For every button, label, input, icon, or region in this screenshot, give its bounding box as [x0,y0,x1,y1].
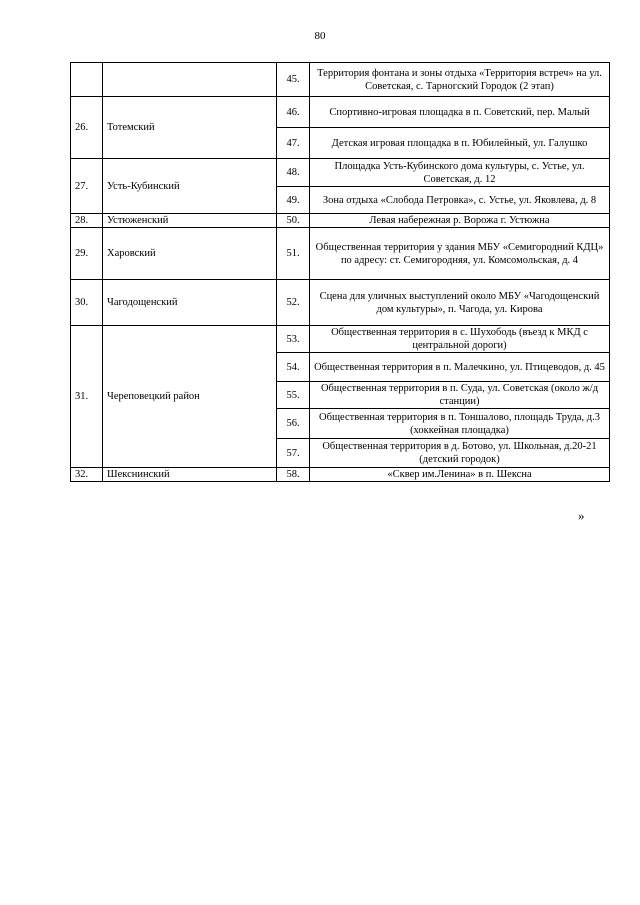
table-row [71,97,610,128]
district-number: 30. [71,280,103,326]
table-row [71,228,610,280]
district-name: Устюженский [103,214,277,228]
object-number: 54. [277,353,310,382]
table-row [71,63,610,97]
district-name: Шекснинский [103,468,277,482]
district-name: Харовский [103,228,277,280]
object-number: 45. [277,63,310,97]
district-number: 27. [71,159,103,214]
object-number: 46. [277,97,310,128]
object-description: Детская игровая площадка в п. Юбилейный, ул. Галушко [310,128,610,159]
table-row [71,468,610,482]
district-name: Череповецкий район [103,326,277,468]
object-number: 49. [277,187,310,214]
district-number: 31. [71,326,103,468]
object-description: Левая набережная р. Ворожа г. Устюжна [310,214,610,228]
table-row [71,214,610,228]
object-number: 52. [277,280,310,326]
object-description: Общественная территория в п. Малечкино, ул. Птицеводов, д. 45 [310,353,610,382]
object-number: 47. [277,128,310,159]
table-row [71,326,610,353]
object-description: Территория фонтана и зоны отдыха «Территория встреч» на ул. Советская, с. Тарногский Городок (2 этап) [310,63,610,97]
district-number: 32. [71,468,103,482]
district-name: Чагодощенский [103,280,277,326]
objects-table [70,62,610,482]
district-number [71,63,103,97]
object-number: 58. [277,468,310,482]
object-description: Общественная территория у здания МБУ «Семигородний КДЦ» по адресу: ст. Семигородняя, ул. Комсомольская, д. 4 [310,228,610,280]
object-description: Спортивно-игровая площадка в п. Советский, пер. Малый [310,97,610,128]
table-row [71,280,610,326]
district-name: Тотемский [103,97,277,159]
district-number: 26. [71,97,103,159]
object-number: 57. [277,439,310,468]
district-number: 29. [71,228,103,280]
closing-quote: » [578,508,585,523]
object-number: 55. [277,382,310,409]
object-description: Зона отдыха «Слобода Петровка», с. Устье, ул. Яковлева, д. 8 [310,187,610,214]
object-description: Общественная территория в с. Шухободь (въезд к МКД с центральной дороги) [310,326,610,353]
object-description: Общественная территория в п. Тоншалово, площадь Труда, д.3 (хоккейная площадка) [310,409,610,439]
object-description: Общественная территория в п. Суда, ул. Советская (около ж/д станции) [310,382,610,409]
page-number: 80 [314,30,326,42]
district-number: 28. [71,214,103,228]
table-body [71,63,610,482]
object-description: Сцена для уличных выступлений около МБУ «Чагодощенский дом культуры», п. Чагода, ул. Кирова [310,280,610,326]
object-description: «Сквер им.Ленина» в п. Шексна [310,468,610,482]
object-number: 48. [277,159,310,187]
object-description: Площадка Усть-Кубинского дома культуры, с. Устье, ул. Советская, д. 12 [310,159,610,187]
object-description: Общественная территория в д. Ботово, ул. Школьная, д.20-21 (детский городок) [310,439,610,468]
object-number: 50. [277,214,310,228]
district-name [103,63,277,97]
table-row [71,159,610,187]
object-number: 53. [277,326,310,353]
object-number: 56. [277,409,310,439]
object-number: 51. [277,228,310,280]
district-name: Усть-Кубинский [103,159,277,214]
